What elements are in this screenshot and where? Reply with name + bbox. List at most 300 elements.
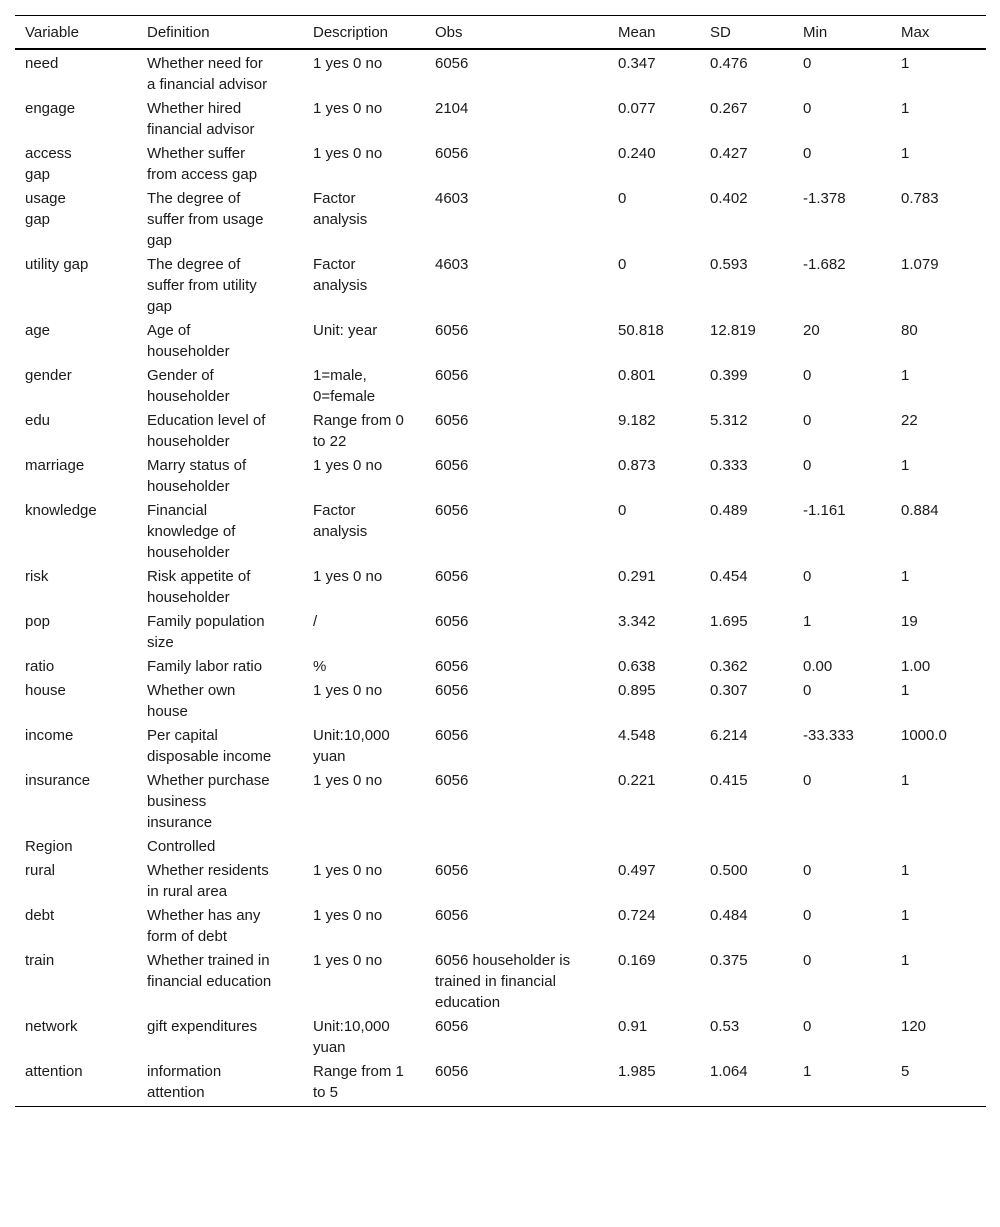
table-row <box>15 1059 986 1107</box>
column-header-variable: Variable <box>25 24 79 41</box>
cell-text-min: 0 <box>803 100 812 117</box>
cell-text-min: 1 <box>803 1063 812 1080</box>
cell-description <box>303 49 425 96</box>
cell-min <box>793 141 891 186</box>
cell-text-mean: 0.638 <box>618 658 656 675</box>
cell-definition <box>137 498 303 564</box>
cell-text-description: Range from 1 to 5 <box>313 1063 404 1101</box>
cell-text-variable: usage gap <box>25 190 66 228</box>
cell-description <box>303 723 425 768</box>
cell-text-mean: 0 <box>618 502 627 519</box>
cell-text-max: 1 <box>901 457 910 474</box>
cell-text-max: 1 <box>901 907 910 924</box>
cell-description <box>303 564 425 609</box>
cell-description <box>303 408 425 453</box>
cell-definition <box>137 1014 303 1059</box>
cell-min <box>793 49 891 96</box>
cell-obs <box>425 363 608 408</box>
cell-text-description: 1 yes 0 no <box>313 100 383 117</box>
cell-text-mean: 0.724 <box>618 907 656 924</box>
table-row <box>15 609 986 654</box>
cell-max <box>891 564 986 609</box>
cell-obs <box>425 96 608 141</box>
cell-min <box>793 834 891 858</box>
cell-description <box>303 363 425 408</box>
cell-max <box>891 1059 986 1107</box>
cell-mean <box>608 678 700 723</box>
cell-text-variable: attention <box>25 1063 83 1080</box>
cell-text-variable: utility gap <box>25 256 89 273</box>
cell-text-max: 120 <box>901 1018 927 1035</box>
cell-variable <box>15 768 137 834</box>
cell-text-description: Factor analysis <box>313 190 368 228</box>
cell-sd <box>700 1059 793 1107</box>
cell-text-sd: 0.267 <box>710 100 748 117</box>
cell-definition <box>137 654 303 678</box>
cell-mean <box>608 1059 700 1107</box>
cell-text-max: 1000.0 <box>901 727 947 744</box>
cell-mean <box>608 609 700 654</box>
cell-sd <box>700 363 793 408</box>
cell-text-description: 1=male, 0=female <box>313 367 376 405</box>
cell-text-description: Range from 0 to 22 <box>313 412 404 450</box>
cell-text-sd: 1.695 <box>710 613 748 630</box>
header-row <box>15 16 986 50</box>
cell-obs <box>425 1059 608 1107</box>
column-header-min: Min <box>803 24 828 41</box>
cell-max <box>891 1014 986 1059</box>
cell-variable <box>15 96 137 141</box>
cell-definition <box>137 1059 303 1107</box>
cell-text-variable: insurance <box>25 772 91 789</box>
table-row <box>15 903 986 948</box>
cell-variable <box>15 858 137 903</box>
table-row <box>15 363 986 408</box>
cell-text-sd: 0.427 <box>710 145 748 162</box>
cell-text-max: 1.079 <box>901 256 939 273</box>
cell-description <box>303 948 425 1014</box>
cell-text-definition: Whether hired financial advisor <box>147 100 255 138</box>
cell-text-sd: 0.399 <box>710 367 748 384</box>
cell-text-definition: Per capital disposable income <box>147 727 272 765</box>
cell-obs <box>425 141 608 186</box>
cell-description <box>303 498 425 564</box>
cell-text-mean: 0.347 <box>618 55 656 72</box>
cell-obs <box>425 678 608 723</box>
cell-text-mean: 0.221 <box>618 772 656 789</box>
cell-mean <box>608 453 700 498</box>
column-header-obs: Obs <box>435 24 463 41</box>
cell-sd <box>700 858 793 903</box>
cell-obs <box>425 834 608 858</box>
cell-text-max: 1 <box>901 952 910 969</box>
cell-description <box>303 186 425 252</box>
cell-text-description: Unit:10,000 yuan <box>313 1018 390 1056</box>
cell-text-variable: ratio <box>25 658 55 675</box>
cell-text-definition: Whether purchase business insurance <box>147 772 270 831</box>
cell-mean <box>608 498 700 564</box>
cell-min <box>793 1014 891 1059</box>
cell-text-sd: 0.53 <box>710 1018 740 1035</box>
cell-text-max: 1 <box>901 55 910 72</box>
cell-mean <box>608 654 700 678</box>
descriptive-statistics-table-container <box>15 15 986 1107</box>
cell-obs <box>425 654 608 678</box>
cell-variable <box>15 948 137 1014</box>
cell-text-definition: Whether suffer from access gap <box>147 145 258 183</box>
cell-min <box>793 453 891 498</box>
cell-text-max: 1 <box>901 145 910 162</box>
cell-text-sd: 0.484 <box>710 907 748 924</box>
cell-min <box>793 903 891 948</box>
cell-variable <box>15 49 137 96</box>
cell-obs <box>425 49 608 96</box>
cell-text-description: 1 yes 0 no <box>313 862 383 879</box>
cell-obs <box>425 723 608 768</box>
cell-text-description: Unit: year <box>313 322 378 339</box>
cell-definition <box>137 564 303 609</box>
cell-text-sd: 0.415 <box>710 772 748 789</box>
cell-text-definition: Marry status of householder <box>147 457 247 495</box>
cell-text-max: 1.00 <box>901 658 931 675</box>
cell-obs <box>425 768 608 834</box>
cell-text-description: Factor analysis <box>313 502 368 540</box>
cell-definition <box>137 49 303 96</box>
cell-text-sd: 1.064 <box>710 1063 748 1080</box>
cell-text-variable: gender <box>25 367 72 384</box>
cell-text-definition: Family labor ratio <box>147 658 263 675</box>
cell-text-min: 0 <box>803 145 812 162</box>
cell-text-mean: 3.342 <box>618 613 656 630</box>
cell-text-mean: 0.240 <box>618 145 656 162</box>
cell-min <box>793 408 891 453</box>
cell-text-min: 0 <box>803 568 812 585</box>
cell-sd <box>700 948 793 1014</box>
cell-text-max: 22 <box>901 412 918 429</box>
cell-text-definition: The degree of suffer from utility gap <box>147 256 257 315</box>
cell-variable <box>15 141 137 186</box>
cell-sd <box>700 1014 793 1059</box>
cell-text-sd: 12.819 <box>710 322 756 339</box>
cell-text-mean: 0.801 <box>618 367 656 384</box>
cell-variable <box>15 609 137 654</box>
cell-text-obs: 6056 <box>435 862 469 879</box>
cell-description <box>303 453 425 498</box>
cell-text-variable: pop <box>25 613 51 630</box>
cell-definition <box>137 723 303 768</box>
cell-mean <box>608 363 700 408</box>
cell-text-obs: 4603 <box>435 256 469 273</box>
cell-text-min: 0 <box>803 772 812 789</box>
cell-text-obs: 6056 <box>435 658 469 675</box>
cell-text-max: 0.783 <box>901 190 939 207</box>
cell-text-min: 0 <box>803 457 812 474</box>
cell-variable <box>15 318 137 363</box>
cell-text-description: 1 yes 0 no <box>313 145 383 162</box>
cell-obs <box>425 564 608 609</box>
cell-definition <box>137 948 303 1014</box>
cell-definition <box>137 186 303 252</box>
cell-obs <box>425 186 608 252</box>
cell-text-min: 20 <box>803 322 820 339</box>
cell-text-obs: 6056 <box>435 727 469 744</box>
cell-mean <box>608 141 700 186</box>
cell-text-variable: income <box>25 727 74 744</box>
cell-min <box>793 768 891 834</box>
cell-variable <box>15 834 137 858</box>
table-row <box>15 408 986 453</box>
cell-min <box>793 318 891 363</box>
cell-max <box>891 186 986 252</box>
cell-max <box>891 858 986 903</box>
cell-min <box>793 564 891 609</box>
cell-sd <box>700 834 793 858</box>
cell-sd <box>700 96 793 141</box>
table-row <box>15 768 986 834</box>
cell-obs <box>425 498 608 564</box>
cell-sd <box>700 318 793 363</box>
table-row <box>15 252 986 318</box>
cell-obs <box>425 318 608 363</box>
cell-text-min: 0 <box>803 682 812 699</box>
cell-text-obs: 6056 <box>435 682 469 699</box>
cell-text-variable: house <box>25 682 66 699</box>
cell-mean <box>608 252 700 318</box>
cell-text-obs: 6056 <box>435 322 469 339</box>
cell-variable <box>15 252 137 318</box>
cell-text-variable: edu <box>25 412 51 429</box>
cell-max <box>891 363 986 408</box>
cell-variable <box>15 723 137 768</box>
cell-text-description: Factor analysis <box>313 256 368 294</box>
cell-min <box>793 723 891 768</box>
cell-definition <box>137 609 303 654</box>
cell-mean <box>608 408 700 453</box>
cell-text-min: -1.682 <box>803 256 846 273</box>
cell-text-definition: The degree of suffer from usage gap <box>147 190 264 249</box>
cell-text-description: 1 yes 0 no <box>313 682 383 699</box>
cell-mean <box>608 186 700 252</box>
cell-max <box>891 834 986 858</box>
table-row <box>15 654 986 678</box>
cell-definition <box>137 858 303 903</box>
cell-description <box>303 903 425 948</box>
cell-definition <box>137 678 303 723</box>
cell-min <box>793 498 891 564</box>
cell-text-obs: 6056 <box>435 145 469 162</box>
cell-text-obs: 6056 <box>435 367 469 384</box>
cell-text-obs: 6056 <box>435 1018 469 1035</box>
cell-text-obs: 6056 householder is trained in financial education <box>435 952 571 1011</box>
cell-obs <box>425 1014 608 1059</box>
table-row <box>15 453 986 498</box>
cell-text-variable: age <box>25 322 51 339</box>
cell-text-obs: 2104 <box>435 100 469 117</box>
cell-text-mean: 9.182 <box>618 412 656 429</box>
cell-text-min: 0.00 <box>803 658 833 675</box>
cell-variable <box>15 564 137 609</box>
cell-text-sd: 0.402 <box>710 190 748 207</box>
cell-text-sd: 0.489 <box>710 502 748 519</box>
cell-text-definition: Whether has any form of debt <box>147 907 261 945</box>
table-row <box>15 723 986 768</box>
cell-text-sd: 5.312 <box>710 412 748 429</box>
cell-text-description: 1 yes 0 no <box>313 457 383 474</box>
cell-text-sd: 0.454 <box>710 568 748 585</box>
descriptive-statistics-table <box>15 15 986 1107</box>
cell-sd <box>700 903 793 948</box>
cell-text-description: 1 yes 0 no <box>313 55 383 72</box>
cell-text-min: 0 <box>803 952 812 969</box>
cell-description <box>303 96 425 141</box>
cell-text-definition: Risk appetite of householder <box>147 568 251 606</box>
cell-definition <box>137 408 303 453</box>
cell-text-sd: 0.500 <box>710 862 748 879</box>
cell-text-min: 0 <box>803 862 812 879</box>
cell-text-max: 1 <box>901 568 910 585</box>
cell-text-description: Unit:10,000 yuan <box>313 727 390 765</box>
cell-sd <box>700 498 793 564</box>
cell-definition <box>137 252 303 318</box>
cell-description <box>303 858 425 903</box>
cell-max <box>891 654 986 678</box>
cell-text-mean: 0.873 <box>618 457 656 474</box>
cell-min <box>793 609 891 654</box>
cell-mean <box>608 564 700 609</box>
cell-text-min: -33.333 <box>803 727 854 744</box>
cell-max <box>891 768 986 834</box>
cell-min <box>793 654 891 678</box>
cell-max <box>891 678 986 723</box>
cell-min <box>793 186 891 252</box>
cell-text-sd: 0.307 <box>710 682 748 699</box>
cell-mean <box>608 858 700 903</box>
cell-variable <box>15 1059 137 1107</box>
table-row <box>15 858 986 903</box>
cell-text-sd: 0.362 <box>710 658 748 675</box>
cell-text-mean: 50.818 <box>618 322 664 339</box>
cell-variable <box>15 186 137 252</box>
cell-max <box>891 903 986 948</box>
cell-text-sd: 6.214 <box>710 727 748 744</box>
cell-text-definition: Controlled <box>147 838 216 855</box>
cell-variable <box>15 408 137 453</box>
cell-text-variable: knowledge <box>25 502 97 519</box>
cell-text-obs: 6056 <box>435 568 469 585</box>
cell-text-variable: engage <box>25 100 76 117</box>
table-row <box>15 49 986 96</box>
cell-obs <box>425 453 608 498</box>
cell-text-mean: 1.985 <box>618 1063 656 1080</box>
table-row <box>15 948 986 1014</box>
cell-min <box>793 96 891 141</box>
column-header-sd: SD <box>710 24 731 41</box>
cell-mean <box>608 49 700 96</box>
cell-text-max: 1 <box>901 862 910 879</box>
cell-variable <box>15 1014 137 1059</box>
cell-mean <box>608 768 700 834</box>
column-header-max: Max <box>901 24 930 41</box>
table-row <box>15 498 986 564</box>
table-row <box>15 1014 986 1059</box>
cell-sd <box>700 408 793 453</box>
cell-mean <box>608 318 700 363</box>
cell-text-definition: Whether own house <box>147 682 236 720</box>
cell-text-variable: need <box>25 55 59 72</box>
table-header <box>15 16 986 50</box>
table-row <box>15 318 986 363</box>
cell-sd <box>700 654 793 678</box>
cell-description <box>303 609 425 654</box>
cell-text-mean: 0 <box>618 190 627 207</box>
table-row <box>15 834 986 858</box>
cell-definition <box>137 141 303 186</box>
cell-text-min: 0 <box>803 55 812 72</box>
cell-text-mean: 0.291 <box>618 568 656 585</box>
cell-text-min: 0 <box>803 367 812 384</box>
cell-sd <box>700 49 793 96</box>
table-row <box>15 678 986 723</box>
cell-max <box>891 453 986 498</box>
cell-text-max: 1 <box>901 100 910 117</box>
cell-description <box>303 678 425 723</box>
cell-sd <box>700 564 793 609</box>
cell-max <box>891 318 986 363</box>
cell-text-mean: 0.169 <box>618 952 656 969</box>
cell-text-sd: 0.375 <box>710 952 748 969</box>
cell-text-max: 1 <box>901 367 910 384</box>
cell-mean <box>608 834 700 858</box>
cell-mean <box>608 903 700 948</box>
cell-min <box>793 948 891 1014</box>
cell-text-description: 1 yes 0 no <box>313 568 383 585</box>
cell-text-min: 0 <box>803 412 812 429</box>
cell-description <box>303 318 425 363</box>
cell-obs <box>425 609 608 654</box>
cell-text-sd: 0.333 <box>710 457 748 474</box>
cell-sd <box>700 768 793 834</box>
cell-max <box>891 96 986 141</box>
cell-description <box>303 1059 425 1107</box>
cell-text-max: 1 <box>901 772 910 789</box>
cell-definition <box>137 834 303 858</box>
cell-mean <box>608 948 700 1014</box>
cell-text-max: 5 <box>901 1063 910 1080</box>
table-row <box>15 141 986 186</box>
cell-text-definition: Whether residents in rural area <box>147 862 269 900</box>
cell-max <box>891 723 986 768</box>
cell-text-description: / <box>313 613 318 630</box>
cell-description <box>303 654 425 678</box>
cell-max <box>891 141 986 186</box>
cell-text-obs: 6056 <box>435 772 469 789</box>
cell-text-obs: 6056 <box>435 502 469 519</box>
cell-text-obs: 6056 <box>435 55 469 72</box>
cell-text-sd: 0.476 <box>710 55 748 72</box>
cell-definition <box>137 96 303 141</box>
cell-sd <box>700 252 793 318</box>
cell-text-variable: network <box>25 1018 78 1035</box>
cell-text-definition: Whether trained in financial education <box>147 952 272 990</box>
cell-text-min: -1.161 <box>803 502 846 519</box>
cell-text-definition: Gender of householder <box>147 367 230 405</box>
cell-description <box>303 1014 425 1059</box>
cell-description <box>303 834 425 858</box>
cell-max <box>891 609 986 654</box>
cell-text-definition: gift expenditures <box>147 1018 258 1035</box>
cell-definition <box>137 318 303 363</box>
cell-sd <box>700 141 793 186</box>
